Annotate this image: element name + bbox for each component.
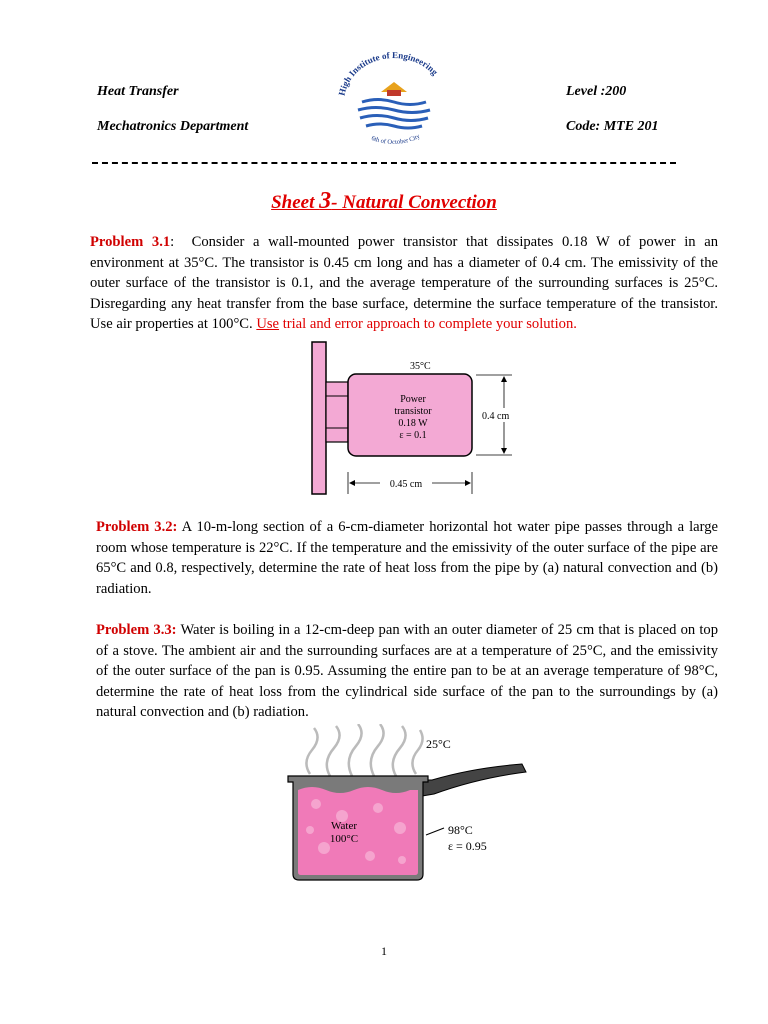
- logo-text-top: High Institute of Engineering: [336, 52, 440, 97]
- transistor-label-1: Power: [400, 394, 426, 405]
- problem-3-2: [96, 517, 718, 599]
- transistor-label-4: ε = 0.1: [399, 430, 427, 441]
- water-label: Water: [331, 820, 357, 832]
- water-temp-label: 100°C: [329, 833, 359, 845]
- problem-3-1: Problem 3.1: Consider a wall-mounted power transistor that dissipates 0.18 W of power in an environment at 35°C. The transistor is 0.45 cm long and has a diameter of 0.4 cm. The emissivity of the outer surface of the transistor is 0.1, and the average temperature of the surrounding surfaces is 25°C. Disregarding any heat transfer from the base surface, determine the surface temperature of the transistor. Use air properties at 100°C. Use trial and error approach to complete your solution.: [90, 234, 719, 333]
- pan-handle: [422, 764, 526, 796]
- leader-line: [426, 828, 444, 835]
- problem-label: Problem 3.3:: [96, 622, 177, 638]
- problem-note: trial and error approach to complete your solution.: [279, 316, 577, 333]
- header-divider: [92, 162, 676, 164]
- wall-plate: [312, 342, 326, 494]
- diameter-label: 0.4 cm: [482, 411, 510, 422]
- wall-temp-label: 98°C: [448, 823, 473, 837]
- length-label: 0.45 cm: [389, 479, 423, 490]
- problem-label: Problem 3.2:: [96, 519, 178, 535]
- ambient-temp-label: 35°C: [410, 361, 431, 372]
- transistor-figure: [300, 338, 530, 496]
- transistor-label-2: transistor: [394, 406, 432, 417]
- transistor-label-3: 0.18 W: [398, 418, 428, 429]
- logo-waves-icon: [358, 100, 430, 129]
- course-name: Heat Transfer: [97, 84, 179, 99]
- problem-3-3: [96, 620, 718, 723]
- logo-text-bottom: 6th of October City: [370, 132, 422, 146]
- steam-icon: [306, 724, 422, 776]
- course-level: Level :200: [566, 84, 627, 99]
- problem-text: Water is boiling in a 12-cm-deep pan with an outer diameter of 25 cm that is placed on top of a stove. The ambient air and the surrounding surfaces are at a temperature of 25°C, and the emissivity of the outer surface of the pan is 0.95. Assuming the entire pan to be at an average temperature of 98°C, determine the rate of heat loss from the cylindrical side surface of the pan to the surroundings by (a) natural convection and (b) radiation.: [96, 622, 718, 721]
- course-code: Code: MTE 201: [566, 119, 659, 134]
- ambient-temp-label: 25°C: [426, 737, 451, 751]
- sheet-title: Sheet 3- Natural Convection: [271, 188, 497, 214]
- problem-text: Consider a wall-mounted power transistor that dissipates 0.18 W of power in an environment at 35°C. The transistor is 0.45 cm long and has a diameter of 0.4 cm. The emissivity of the outer surface of the transistor is 0.1, and the average temperature of the surrounding surfaces is 25°C. Disregarding any heat transfer from the base surface, determine the surface temperature of the transistor. Use air properties at 100°C.: [90, 234, 719, 333]
- problem-note-use: Use: [256, 316, 280, 333]
- problem-text: A 10-m-long section of a 6-cm-diameter horizontal hot water pipe passes through a large room whose temperature is 22°C. If the temperature and the emissivity of the outer surface of the pipe are 65°C and 0.8, respectively, determine the rate of heat loss from the pipe by (a) natural convection and (b) radiation.: [96, 519, 719, 597]
- department-name: Mechatronics Department: [97, 119, 249, 134]
- institute-logo: [326, 52, 462, 156]
- boiling-pan-figure: [282, 724, 532, 886]
- problem-label: Problem 3.1: [90, 234, 171, 250]
- emissivity-label: ε = 0.95: [448, 839, 487, 853]
- transistor-base: [326, 382, 348, 442]
- page-number: 1: [381, 944, 387, 958]
- logo-book-icon: [387, 90, 401, 96]
